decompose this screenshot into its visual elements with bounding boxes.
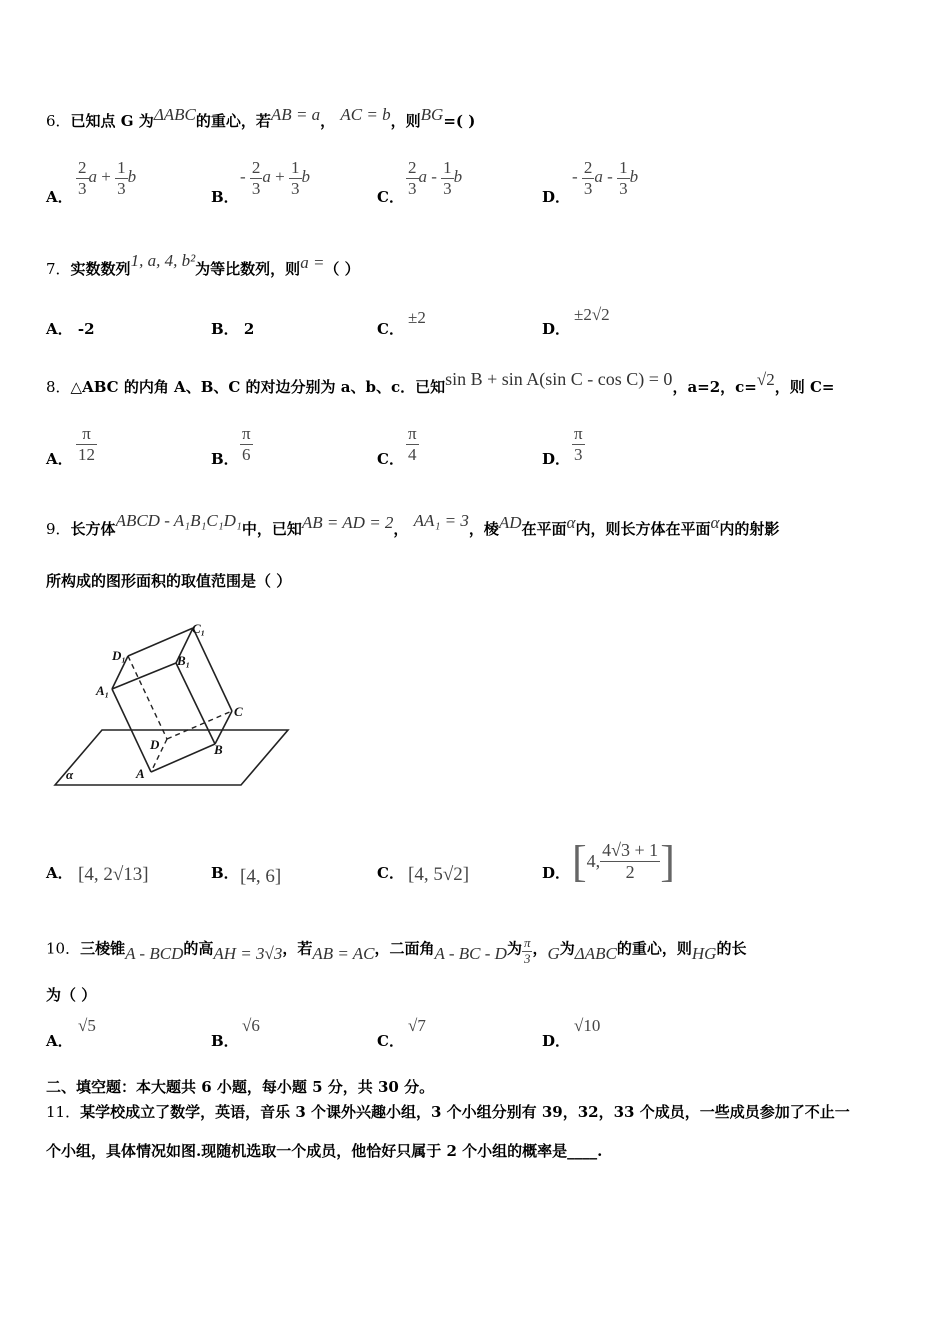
- question-7: 7．实数数列1, a, 4, b²为等比数列，则a =（ ）: [46, 251, 360, 278]
- option-b[interactable]: B．: [211, 864, 239, 882]
- option-b-value: [4, 6]: [240, 866, 282, 887]
- label-D: D: [150, 737, 160, 752]
- option-a-value: $\frac{\pi}{12}$: [78, 424, 95, 464]
- label-C: C: [234, 704, 243, 719]
- option-c-value: ±2: [408, 308, 426, 327]
- option-d-value: ±2√2: [574, 305, 610, 324]
- edge-C1C: [193, 628, 232, 711]
- question-6: 6．已知点 G 为ΔABC的重心，若AB = a， AC = b，则BG=( ): [46, 105, 476, 130]
- option-c-value: √7: [408, 1016, 426, 1035]
- option-b[interactable]: B． 2: [211, 320, 255, 338]
- cuboid-projection-figure: [50, 615, 300, 800]
- option-d[interactable]: D．: [542, 320, 571, 338]
- label-A1: A₁: [96, 683, 110, 698]
- option-a[interactable]: A．: [46, 188, 73, 206]
- option-d-value: - $\frac{2}{3}$ a - $\frac{1}{3}$ b: [572, 158, 639, 198]
- option-b-value: √6: [242, 1016, 260, 1035]
- option-a[interactable]: A．: [46, 450, 73, 468]
- option-a[interactable]: A．: [46, 1032, 73, 1050]
- label-B: B: [214, 742, 223, 757]
- label-D1: D₁: [112, 648, 126, 663]
- label-A: A: [136, 766, 145, 781]
- option-c-value: $\frac{\pi}{4}$: [408, 424, 417, 464]
- option-d-value: [4, $\frac{4√3 + 1}{2}$ ]: [572, 837, 675, 886]
- section-heading: 二、填空题：本大题共 6 小题，每小题 5 分，共 30 分。: [46, 1078, 435, 1096]
- question-number: 9．: [46, 520, 71, 538]
- option-b[interactable]: B．: [211, 1032, 239, 1050]
- question-10: 10．三棱锥A - BCD的高AH = 3√3，若AB = AC，二面角A - BC - D为 $\frac{\pi}{3}$ ，G为ΔABC的重心，则HG的长: [46, 935, 747, 966]
- edge-B1B: [176, 663, 215, 744]
- option-a[interactable]: A．: [46, 864, 73, 882]
- option-c[interactable]: C．: [377, 450, 404, 468]
- label-C1: C₁: [192, 621, 206, 636]
- option-d-value: √10: [574, 1016, 601, 1035]
- option-b-value: - $\frac{2}{3}$ a + $\frac{1}{3}$ b: [240, 158, 311, 198]
- question-number: 11．: [46, 1103, 81, 1121]
- option-b[interactable]: B．: [211, 450, 239, 468]
- edge-BC: [215, 711, 232, 744]
- option-c[interactable]: C．: [377, 188, 404, 206]
- option-d[interactable]: D．: [542, 864, 571, 882]
- question-9-line2: 所构成的图形面积的取值范围是（ ）: [46, 572, 292, 590]
- option-a-value: [4, 2√13]: [78, 864, 149, 885]
- question-number: 7．: [46, 260, 71, 278]
- edge-AB: [151, 744, 215, 772]
- question-11-line2: 个小组，具体情况如图.现随机选取一个成员，他恰好只属于 2 个小组的概率是____.: [46, 1142, 603, 1160]
- option-c-value: $\frac{2}{3}$ a - $\frac{1}{3}$ b: [408, 158, 463, 198]
- option-d[interactable]: D．: [542, 1032, 571, 1050]
- option-b-value: $\frac{\pi}{6}$: [242, 424, 251, 464]
- option-a-value: $\frac{2}{3}$ a + $\frac{1}{3}$ b: [78, 158, 137, 198]
- option-c[interactable]: C．: [377, 320, 404, 338]
- question-11: 11．某学校成立了数学，英语，音乐 3 个课外兴趣小组，3 个小组分别有 39，32，33 个成员，一些成员参加了不止一: [46, 1103, 850, 1121]
- question-number: 10．: [46, 939, 81, 958]
- question-9: 9．长方体ABCD - A₁B₁C₁D₁中，已知AB = AD = 2， AA₁ = 3，棱AD在平面α内，则长方体在平面α内的射影: [46, 511, 780, 538]
- option-b[interactable]: B．: [211, 188, 239, 206]
- edge-D1C1: [128, 628, 193, 656]
- edge-DC: [167, 711, 232, 739]
- option-c[interactable]: C．: [377, 864, 404, 882]
- question-8: 8．△ABC 的内角 A、B、C 的对边分别为 a、b、c．已知sin B + sin A(sin C - cos C) = 0，a=2，c=√2，则 C=: [46, 369, 835, 396]
- plane-alpha: [55, 730, 288, 785]
- option-c-value: [4, 5√2]: [408, 864, 470, 885]
- option-a[interactable]: A． -2: [46, 320, 95, 338]
- question-number: 6．: [46, 112, 71, 130]
- option-d[interactable]: D．: [542, 450, 571, 468]
- question-10-line2: 为（ ）: [46, 986, 97, 1004]
- option-d[interactable]: D．: [542, 188, 571, 206]
- option-a-value: √5: [78, 1016, 96, 1035]
- label-B1: B₁: [177, 653, 191, 668]
- label-alpha: α: [66, 767, 74, 782]
- question-number: 8．: [46, 378, 71, 396]
- option-c[interactable]: C．: [377, 1032, 404, 1050]
- option-d-value: $\frac{\pi}{3}$: [574, 424, 583, 464]
- edge-B1A1: [112, 663, 176, 689]
